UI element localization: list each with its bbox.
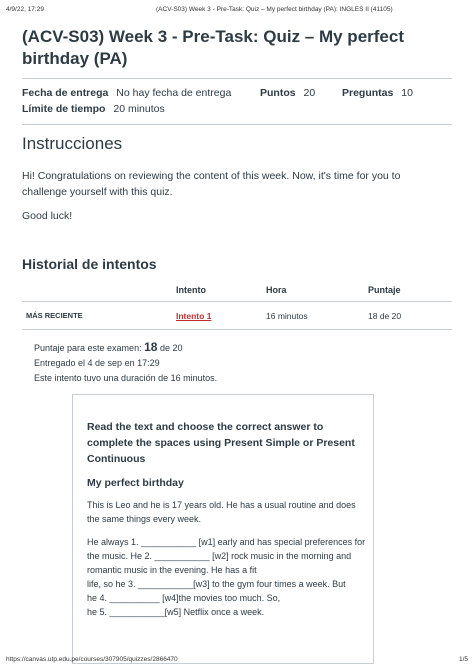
questions-value: 10	[401, 87, 413, 99]
print-header	[6, 6, 468, 16]
attempt-result	[34, 340, 217, 386]
question-box	[72, 394, 374, 664]
score-suffix: de 20	[159, 343, 183, 353]
story-intro: This is Leo and he is 17 years old. He has a usual routine and does the same things every week.	[87, 500, 356, 524]
story-line: the music. He 2. ___________ [w2] rock music in the morning and	[87, 551, 352, 561]
instructions-heading: Instrucciones	[22, 134, 123, 153]
due-value: No hay fecha de entrega	[116, 87, 232, 99]
column-header-attempt: Intento	[172, 282, 262, 302]
score-value: 18	[144, 340, 158, 354]
score-prefix: Puntaje para este examen:	[34, 343, 142, 353]
print-document-title: (ACV-S03) Week 3 - Pre-Task: Quiz – My perfect birthday (PA): INGLES II (41105)	[156, 6, 393, 13]
questions-label: Preguntas	[342, 87, 394, 99]
due-label: Fecha de entrega	[22, 87, 109, 99]
instructions-paragraph: Hi! Congratulations on reviewing the content of this week. Now, it's time for you to challenge yourself with this quiz.	[22, 170, 401, 198]
score-line	[34, 340, 217, 356]
story-title: My perfect birthday	[87, 477, 184, 489]
title-divider	[22, 78, 452, 79]
column-header-score: Puntaje	[364, 282, 452, 302]
instructions-body	[22, 168, 442, 232]
page-title: (ACV-S03) Week 3 - Pre-Task: Quiz – My perfect birthday (PA)	[22, 27, 404, 68]
attempt-history-heading: Historial de intentos	[22, 256, 157, 272]
submitted-line: Entregado el 4 de sep en 17:29	[34, 358, 160, 368]
table-header-row	[22, 282, 452, 302]
time-limit-label: Límite de tiempo	[22, 103, 106, 115]
story-line: life, so he 3. ___________[w3] to the gym four times a week. But	[87, 579, 346, 589]
question-instruction: Read the text and choose the correct answer to complete the spaces using Present Simple or Present Continuous	[87, 421, 355, 465]
points-label: Puntos	[260, 87, 296, 99]
duration-line: Este intento tuvo una duración de 16 minutos.	[34, 373, 218, 383]
attempt-link[interactable]: Intento 1	[176, 310, 212, 321]
story-line: He always 1. ___________ [w1] early and has special preferences for	[87, 537, 366, 547]
instructions-closing: Good luck!	[22, 210, 73, 222]
story-line: he 5. ___________[w5] Netflix once a week.	[87, 607, 265, 617]
points-value: 20	[303, 87, 316, 99]
page-number: 1/5	[458, 656, 468, 663]
attempt-time: 16 minutos	[262, 302, 364, 330]
column-header-blank	[22, 282, 172, 302]
quiz-details	[22, 85, 452, 117]
attempt-score: 18 de 20	[364, 302, 452, 330]
print-date: 4/9/22, 17:29	[6, 6, 44, 13]
page-url: https://canvas.utp.edu.pe/courses/307905/quizzes/2866470	[6, 656, 178, 663]
time-limit-value: 20 minutos	[113, 103, 165, 115]
details-divider	[22, 124, 452, 125]
story-line: he 4. __________ [w4]the movies too much. So,	[87, 593, 281, 603]
table-row	[22, 302, 452, 330]
story-line: romantic music in the evening. He has a fit	[87, 565, 257, 575]
latest-label: MÁS RECIENTE	[22, 302, 172, 330]
attempt-history-table	[22, 282, 452, 330]
column-header-time: Hora	[262, 282, 364, 302]
